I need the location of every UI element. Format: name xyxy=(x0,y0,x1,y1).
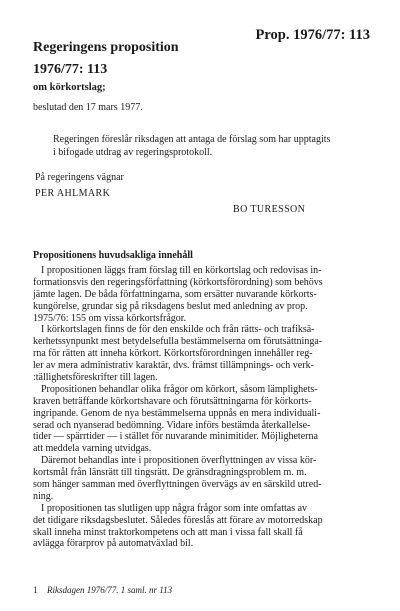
proposition-reference: Prop. 1976/77: 113 xyxy=(255,27,370,43)
footnote-text: Riksdagen 1976/77. 1 saml. nr 113 xyxy=(47,585,173,595)
footnote xyxy=(33,585,172,595)
body-line: ingripande. Genom de nya bestämmelserna uppnås en mera individuali- xyxy=(33,407,321,419)
proposition-subject: om körkortslag; xyxy=(33,82,106,93)
proposition-number: 1976/77: 113 xyxy=(33,62,108,77)
minister-signature: PER AHLMARK xyxy=(35,188,111,199)
body-line: ler av mera administrativ karaktär, dvs. främst tillämpnings- och verk- xyxy=(33,360,314,372)
body-line: I propositionen tas slutligen upp några frågor som inte omfattas av xyxy=(41,502,308,514)
body-line: att meddela varning utvidgas. xyxy=(33,443,152,455)
body-line: I körkortslagen finns de för den enskilde och från rätts- och trafiksä- xyxy=(41,324,315,336)
body-line: kortsmål från länsrätt till tingsrätt. De gränsdragningsproblem m. m. xyxy=(33,467,307,479)
body-line: jämte lagen. De båda författningarna, som ersätter nuvarande körkorts- xyxy=(33,288,317,300)
body-line: :tällighetsföreskrifter till lagen. xyxy=(33,372,158,384)
on-behalf-line: På regeringens vägnar xyxy=(35,172,124,183)
decision-date: beslutad den 17 mars 1977. xyxy=(33,102,143,113)
body-line: skall inneha minst traktorkompetens och att man i vissa fall skall få xyxy=(33,526,303,538)
document-title: Regeringens proposition xyxy=(33,40,179,55)
body-line: 1975/76: 155 om vissa körkortsfrågor. xyxy=(33,312,187,324)
body-line: rna för rätten att inneha körkort. Körkortsförordningen innehåller reg- xyxy=(33,348,313,360)
body-line: avlägga förarprov på automatväxlad bil. xyxy=(33,538,194,550)
intro-line: Regeringen föreslår riksdagen att antaga de förslag som har upptagits xyxy=(53,134,331,145)
body-line: kerhetssynpunkt mest betydelsefulla bestämmelserna om förutsättninga- xyxy=(33,336,323,348)
body-line: ning. xyxy=(33,490,54,502)
body-line: kungörelse, grundar sig på riksdagens beslut med anledning av prop. xyxy=(33,300,308,312)
body-line: Däremot behandlas inte i propositionen överflyttningen av vissa kör- xyxy=(41,455,317,467)
summary-body xyxy=(33,265,373,550)
co-signer-signature: BO TURESSON xyxy=(233,204,306,215)
body-line: Propositionen behandlar olika frågor om körkort, såsom lämplighets- xyxy=(41,383,318,395)
body-line: det tidigare riksdagsbeslutet. Således föreslås att förare av motorredskap xyxy=(33,514,323,526)
body-line: serad och nyanserad bedömning. Vidare införs bestämda återkallelse- xyxy=(33,419,311,431)
body-line: kraven beträffande körkortshavare och förutsättningarna för körkorts- xyxy=(33,395,312,407)
intro-line: i bifogade utdrag av regeringsprotokoll. xyxy=(53,147,213,158)
body-line: tider — spärrtider — i stället för nuvarande minimitider. Möjligheterna xyxy=(33,431,318,443)
summary-heading: Propositionens huvudsakliga innehåll xyxy=(33,250,193,261)
body-line: formationsvis den regeringsförfattning (körkortsförordning) som behövs xyxy=(33,276,323,288)
body-line: som hänger samman med överflyttningen övervägs av en särskild utred- xyxy=(33,479,322,491)
body-line: I propositionen läggs fram förslag till en körkortslag och redovisas in- xyxy=(41,265,322,276)
footnote-number: 1 xyxy=(33,585,38,595)
intro-paragraph xyxy=(53,133,353,159)
